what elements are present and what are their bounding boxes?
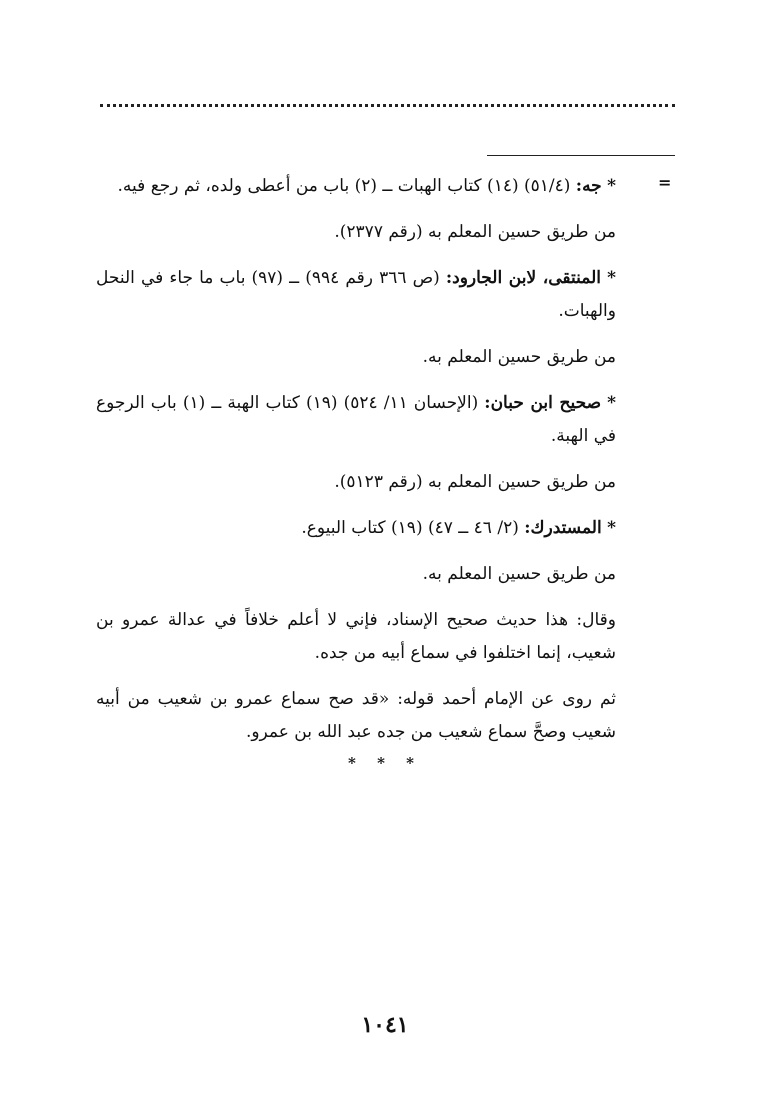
paragraph [96, 604, 616, 670]
paragraph-text: من طريق حسين المعلم به. [422, 564, 616, 584]
paragraph [96, 341, 616, 374]
paragraph [96, 262, 616, 328]
paragraph-star: * [607, 176, 616, 196]
paragraph-text: من طريق حسين المعلم به (رقم ٥١٢٣). [334, 472, 616, 492]
continuation-mark: = [658, 173, 672, 192]
paragraph [96, 466, 616, 499]
source-name: المنتقى، لابن الجارود: [445, 268, 602, 288]
paragraph-text: وقال: هذا حديث صحيح الإسناد، فإني لا أعلم خلافاً في عدالة عمرو بن شعيب، إنما اختلفوا في سماع أبيه من جده. [96, 610, 616, 663]
section-stars: * * * [348, 754, 422, 772]
source-name: المستدرك: [524, 518, 602, 538]
paragraph-star: * [607, 268, 616, 288]
paragraph-star: * [607, 393, 616, 413]
paragraph-text: من طريق حسين المعلم به. [422, 347, 616, 367]
paragraph [96, 683, 616, 749]
paragraph-text: (الإحسان ١١/ ٥٢٤) (١٩) كتاب الهبة ــ (١) باب الرجوع في الهبة. [96, 393, 616, 446]
page-number: ١٠٤١ [361, 1012, 409, 1038]
paragraph-text: ثم روى عن الإمام أحمد قوله: «قد صح سماع عمرو بن شعيب من أبيه شعيب وصحَّ سماع شعيب من جده عبد الله بن عمرو. [96, 689, 616, 742]
source-name: جه: [575, 176, 602, 196]
paragraph [96, 387, 616, 453]
footnote-body [96, 170, 616, 762]
paragraph-text: (٢/ ٤٦ ــ ٤٧) (١٩) كتاب البيوع. [301, 518, 525, 538]
paragraph [96, 512, 616, 545]
paragraph-text: (٥١/٤) (١٤) كتاب الهبات ــ (٢) باب من أعطى ولده، ثم رجع فيه. [117, 176, 576, 196]
paragraph [96, 558, 616, 591]
footnote-rule [487, 155, 675, 156]
paragraph-text: (ص ٣٦٦ رقم ٩٩٤) ــ (٩٧) باب ما جاء في النحل والهبات. [96, 268, 616, 321]
dotted-separator [100, 104, 675, 107]
paragraph [96, 216, 616, 249]
paragraph-text: من طريق حسين المعلم به (رقم ٢٣٧٧). [334, 222, 616, 242]
source-name: صحيح ابن حبان: [484, 393, 601, 413]
paragraph-star: * [607, 518, 616, 538]
paragraph [96, 170, 616, 203]
